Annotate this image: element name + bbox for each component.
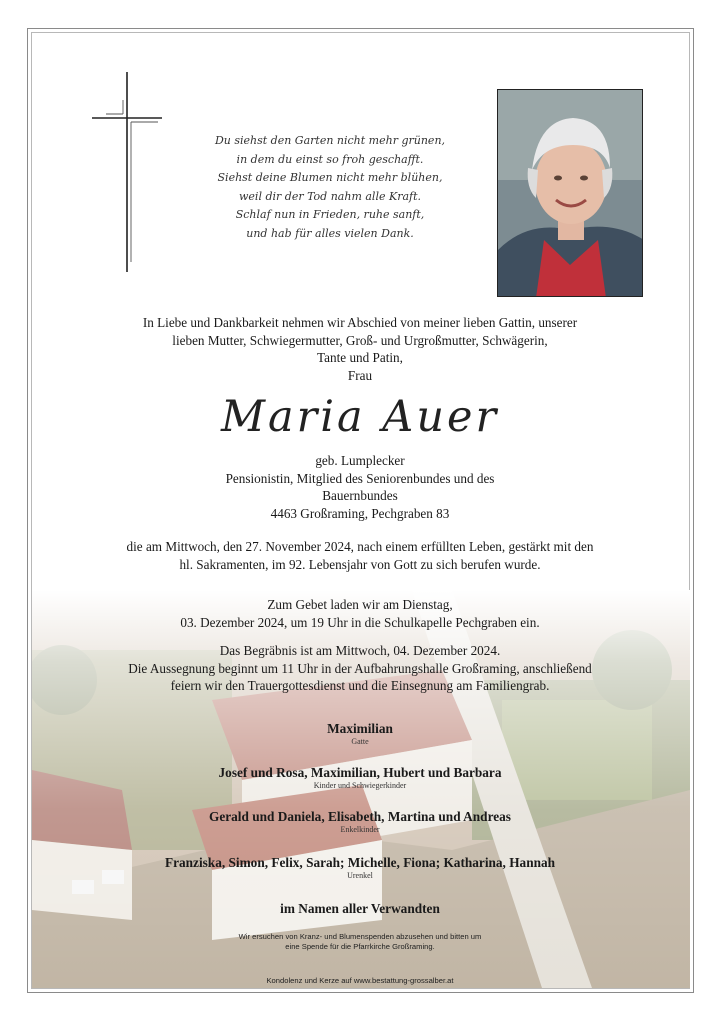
intro-text: [60, 314, 660, 384]
detail-line: geb. Lumplecker: [315, 453, 405, 468]
intro-line: Tante und Patin,: [317, 350, 403, 365]
family-names: Josef und Rosa, Maximilian, Hubert und Barbara: [218, 765, 502, 780]
footer-text: Kondolenz und Kerze auf www.bestattung-grossalber.at: [266, 976, 454, 985]
closing-line: [60, 901, 660, 917]
closing-text: im Namen aller Verwandten: [280, 901, 440, 916]
intro-line: In Liebe und Dankbarkeit nehmen wir Abschied von meiner lieben Gattin, unserer: [142, 315, 578, 330]
deceased-details: [60, 452, 660, 522]
funeral-line: Die Aussegnung beginnt um 11 Uhr in der Aufbahrungshalle Großraming, anschließend: [128, 660, 592, 676]
funeral-info: [60, 642, 660, 695]
intro-line: lieben Mutter, Schwiegermutter, Groß- und Urgroßmutter, Schwägerin,: [172, 332, 548, 348]
funeral-line: feiern wir den Trauergottesdienst und die Einsegnung am Familiengrab.: [170, 678, 550, 693]
donation-request: [150, 932, 570, 952]
detail-line: 4463 Großraming, Pechgraben 83: [270, 505, 450, 521]
notice-line: hl. Sakramenten, im 92. Lebensjahr von Gott zu sich berufen wurde.: [179, 556, 541, 572]
detail-line: Pensionistin, Mitglied des Seniorenbundes und des: [225, 470, 495, 486]
request-line: Wir ersuchen von Kranz- und Blumenspenden abzusehen und bitten um: [238, 932, 482, 941]
family-role: Enkelkinder: [340, 825, 380, 834]
detail-line: Bauernbundes: [322, 488, 398, 503]
poem-line: und hab für alles vielen Dank.: [246, 226, 414, 240]
family-names: Franziska, Simon, Felix, Sarah; Michelle, Fiona; Katharina, Hannah: [164, 855, 556, 870]
family-group-great-grandchildren: [60, 855, 660, 880]
request-line: eine Spende für die Pfarrkirche Großraming.: [285, 942, 435, 951]
prayer-line: 03. Dezember 2024, um 19 Uhr in die Schulkapelle Pechgraben ein.: [180, 614, 540, 630]
poem-line: in dem du einst so froh geschafft.: [236, 152, 424, 166]
footer-website: [150, 976, 570, 986]
notice-line: die am Mittwoch, den 27. November 2024, nach einem erfüllten Leben, gestärkt mit den: [126, 539, 594, 554]
death-notice: [60, 538, 660, 573]
deceased-name: Maria Auer: [220, 392, 500, 442]
poem: [200, 132, 460, 243]
intro-line: Frau: [347, 367, 373, 383]
family-group-spouse: [60, 721, 660, 746]
family-role: Urenkel: [347, 871, 373, 880]
poem-line: Siehst deine Blumen nicht mehr blühen,: [217, 171, 443, 184]
poem-line: weil dir der Tod nahm alle Kraft.: [239, 189, 421, 203]
poem-line: Du siehst den Garten nicht mehr grünen,: [214, 134, 446, 147]
funeral-line: Das Begräbnis ist am Mittwoch, 04. Dezember 2024.: [219, 643, 501, 658]
portrait-photo: [497, 89, 643, 297]
family-role: Gatte: [351, 737, 369, 746]
family-names: Gerald und Daniela, Elisabeth, Martina und Andreas: [209, 809, 511, 824]
family-role: Kinder und Schwiegerkinder: [313, 781, 407, 790]
family-group-children: [60, 765, 660, 790]
prayer-invitation: [60, 596, 660, 631]
family-group-grandchildren: [60, 809, 660, 834]
family-names: Maximilian: [327, 721, 393, 736]
poem-line: Schlaf nun in Frieden, ruhe sanft,: [235, 208, 425, 221]
cross-icon: [92, 72, 164, 274]
prayer-line: Zum Gebet laden wir am Dienstag,: [267, 597, 453, 612]
